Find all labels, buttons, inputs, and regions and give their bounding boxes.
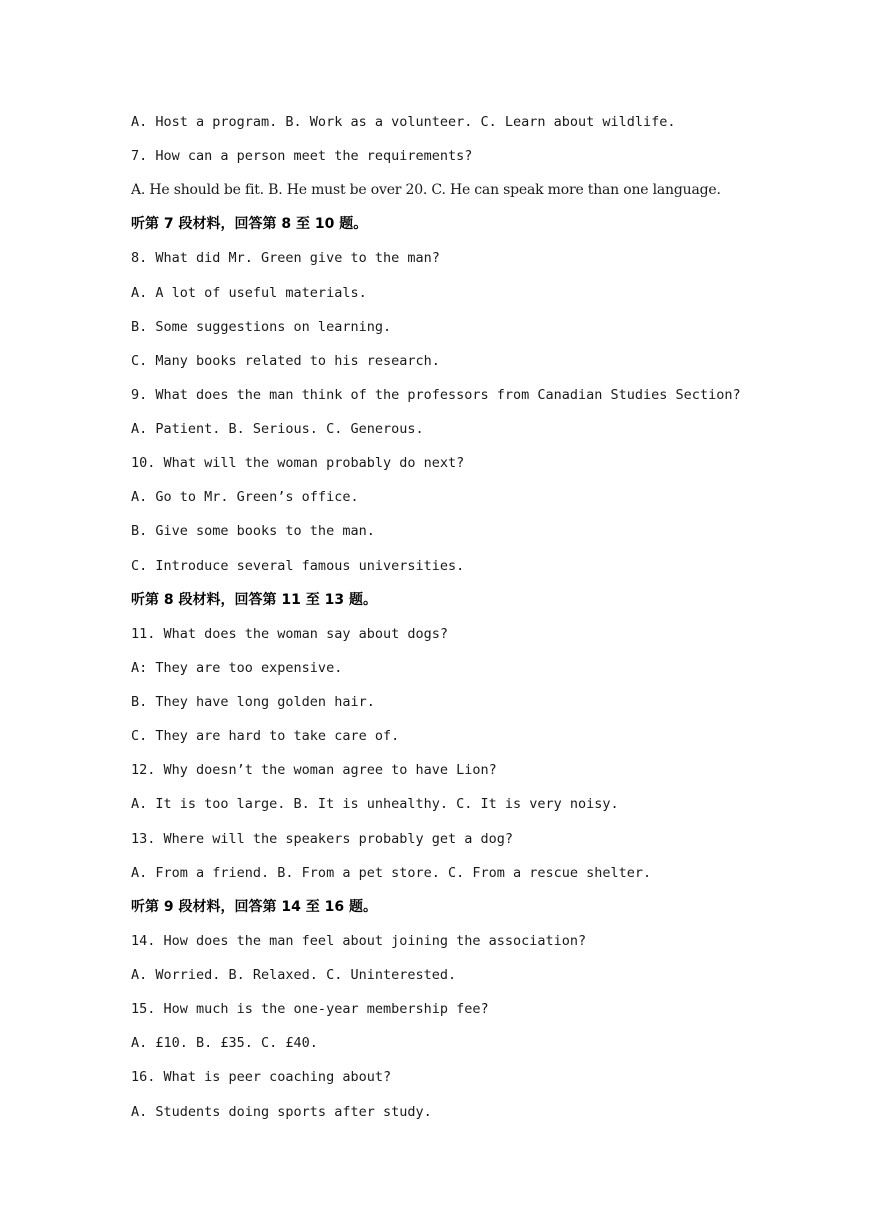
answer-option: A: They are too expensive. xyxy=(131,660,343,676)
answer-option: C. Introduce several famous universities. xyxy=(131,558,465,574)
question-text: 11. What does the woman say about dogs? xyxy=(131,626,448,642)
answer-option: A. Host a program. B. Work as a volunteer. C. Learn about wildlife. xyxy=(131,114,676,130)
answer-option: A. A lot of useful materials. xyxy=(131,285,367,301)
answer-options: A. He should be fit. B. He must be over 20. C. He can speak more than one language. xyxy=(131,182,721,198)
question-text: 14. How does the man feel about joining the association? xyxy=(131,933,587,949)
answer-option: B. Give some books to the man. xyxy=(131,523,375,539)
answer-option: A. From a friend. B. From a pet store. C. From a rescue shelter. xyxy=(131,865,652,881)
question-text: 8. What did Mr. Green give to the man? xyxy=(131,250,440,266)
answer-option: A. £10. B. £35. C. £40. xyxy=(131,1035,318,1051)
answer-option: C. They are hard to take care of. xyxy=(131,728,400,744)
section-heading: 听第 9 段材料，回答第 14 至 16 题。 xyxy=(131,899,377,915)
answer-option: B. Some suggestions on learning. xyxy=(131,319,392,335)
answer-option: C. Many books related to his research. xyxy=(131,353,440,369)
question-text: 16. What is peer coaching about? xyxy=(131,1069,392,1085)
question-text: 9. What does the man think of the professors from Canadian Studies Section? xyxy=(131,387,741,403)
answer-option: A. Worried. B. Relaxed. C. Uninterested. xyxy=(131,967,457,983)
question-text: 13. Where will the speakers probably get a dog? xyxy=(131,831,514,847)
question-text: 7. How can a person meet the requirements? xyxy=(131,148,473,164)
section-heading: 听第 7 段材料，回答第 8 至 10 题。 xyxy=(131,216,368,232)
answer-option: B. They have long golden hair. xyxy=(131,694,375,710)
answer-option: A. Students doing sports after study. xyxy=(131,1104,432,1120)
section-heading: 听第 8 段材料，回答第 11 至 13 题。 xyxy=(131,592,377,608)
question-text: 12. Why doesn’t the woman agree to have Lion? xyxy=(131,762,497,778)
answer-option: A. Go to Mr. Green’s office. xyxy=(131,489,359,505)
answer-option: A. It is too large. B. It is unhealthy. C. It is very noisy. xyxy=(131,796,619,812)
question-text: 10. What will the woman probably do next? xyxy=(131,455,465,471)
question-text: 15. How much is the one-year membership fee? xyxy=(131,1001,489,1017)
answer-option: A. Patient. B. Serious. C. Generous. xyxy=(131,421,424,437)
